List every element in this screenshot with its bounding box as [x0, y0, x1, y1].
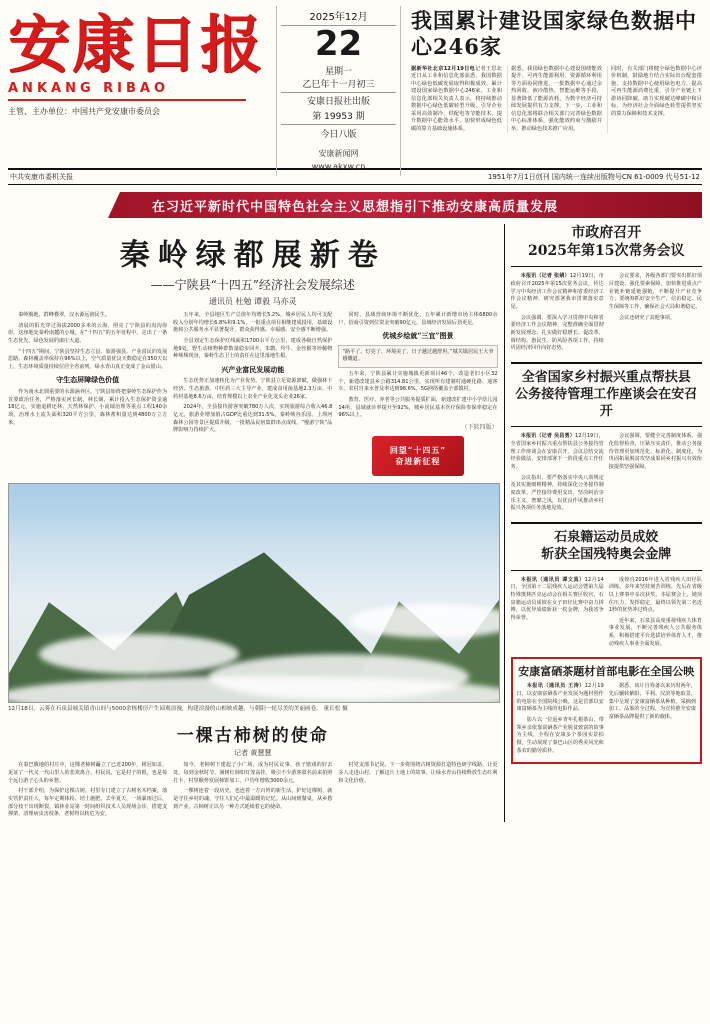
story-a-title-1: 市政府召开 [571, 225, 642, 241]
story-b-body [511, 433, 702, 515]
story-a-lead: 本报讯（记者 张婧） [520, 273, 570, 280]
main-s3-p1: “路平了、灯亮了、环境美了，日子越过越舒坦。”城关镇居民王大爷感慨道。 [342, 348, 494, 363]
story2-p1: 在秦巴腹地的村庄中，这棵老柿树矗立了已近200年，树冠如盖，见证了一代又一代山里人的悲欢离合。村民说，它是村子的根，也是每个远行游子心头的乡愁。 [8, 762, 168, 784]
sponsor-line-1: 主管、主办单位：中国共产党安康市委员会 [8, 107, 160, 117]
story-b-lead: 本报讯（记者 吴昌勇） [520, 433, 575, 440]
story2-p3: 如今，老柿树下建起了小广场，成为村民议事、孩子嬉戏的好去处。每到金秋时节，满树红柿如灯笼高挂，吸引不少游客慕名前来拍照打卡，村里顺势发展柿饼加工，户均年增收3000余元。 [173, 762, 333, 784]
story-c-title-2: 斩获全国残特奥会金牌 [541, 546, 672, 562]
theme-banner [8, 192, 702, 218]
photo-block [8, 483, 498, 713]
main-s3-p2: 五年来，宁陕县累计实施城镇更新项目46个，改造老旧小区32个，新建改建县乡公路314.81公里，实现所有建制村通硬化路、通客车。农村自来水普及率达到98.6%，5G网络覆盖全部镇村。 [338, 371, 498, 393]
lead-col-2 [507, 66, 602, 134]
lead-body [411, 66, 702, 134]
banner-text: 在习近平新时代中国特色社会主义思想指引下推动安康高质量发展 [151, 199, 558, 215]
right-column [504, 224, 702, 822]
story-c-p1: 12月14日，全国第十二届残疾人运动会暨第九届特殊奥林匹克运动会在相关赛区收官，石泉籍运动员成姣在女子田径比赛中奋力拼搏，以优异成绩斩获一枚金牌，为我省争得荣誉。 [510, 576, 604, 621]
publish-lunar-date: 乙巳年十一月初三 [281, 77, 396, 93]
stamp-line-2: 奋进新征程 [395, 455, 441, 466]
main-section-heading-3: 优城乡绘就“三宜”图景 [382, 331, 454, 341]
story-c-col-2 [609, 577, 702, 652]
story-d-body [517, 683, 696, 758]
main-p-2: 清晨的阳光穿过海拔2000多米的云海，照亮了宁陕县的沟沟峁峁。这座地处秦岭南麓的小城，在“十四五”的五年征程中，走出了一条生态优先、绿色发展的康庄大道。 [8, 322, 168, 344]
main-pullquote [338, 345, 497, 368]
divider-1 [511, 266, 702, 267]
website-url[interactable]: www.akxw.cn [311, 161, 366, 171]
story-c-col-1 [511, 577, 604, 652]
masthead [8, 6, 702, 171]
story-d-p3: 据悉，该片自筹备以来历时两年，先后辗转紫阳、平利、汉滨等地取景，集中呈现了安康富硒茶从种植、采摘到加工、品鉴的全过程，为宣传推介安康富硒茶品牌提供了新的载体。 [608, 683, 696, 720]
story2-byline: 记者 黄慧慧 [234, 749, 272, 758]
main-s2-p3: 同时，县域营商环境不断优化，五年累计新增市场主体6800余户，招商引资到位资金突破90亿元，县域经济发展后劲更足。 [338, 312, 498, 326]
story-b-p3: 会议强调，要健全完善制度体系，强化监督检查，压紧压实责任，推动公务接待管理更加规范化、标准化、制度化，为巩固拓展脱贫攻坚成果同乡村振兴有效衔接提供坚强保障。 [608, 433, 702, 471]
lead-col-3 [607, 66, 702, 134]
photo-sky [9, 484, 499, 544]
main-story-title: 秦岭绿都展新卷 [119, 238, 386, 273]
story-b-title-2: 公务接待管理工作座谈会在安召开 [515, 386, 698, 419]
photo-cloud-4 [349, 604, 500, 638]
story-d-title: 安康富硒茶题材首部电影在全国公映 [518, 665, 695, 679]
lead-headline: 我国累计建设国家绿色数据中心246家 [411, 8, 697, 60]
story-d-col-1 [517, 683, 604, 758]
lead-dateline: 据新华社北京12月19日电 [411, 65, 475, 72]
story-b-col-2 [609, 433, 702, 515]
main-col-1 [8, 312, 167, 476]
left-column [8, 224, 498, 822]
main-s2-p2: 2024年，全县接待游客突破780万人次，实现旅游综合收入46.8亿元，旅游业增加值占GDP比重达到31.5%。秦岭峡谷乐园、上坝河森林公园等景区提质升级，一批精品民宿集群串点成线，“慢游宁陕”品牌影响力持续扩大。 [173, 404, 333, 434]
masthead-left [8, 6, 270, 118]
main-p-1: 秦岭腹地，群峰叠翠，汉水源远润民生。 [18, 312, 110, 318]
story-a-p3: 会议要求，各级各部门要突出抓好项目建设，强化要素保障，加快推进重点产业链补链延链强链，不断提升产业竞争力；要统筹抓好安全生产、信访稳定、民生保障等工作，确保社会大局和谐稳定。 [608, 273, 702, 310]
website-name: 安康新闻网 [318, 149, 359, 159]
main-p-4: 五年来，全县地区生产总值年均增长5.2%，城乡居民人均可支配收入分别年均增长6.8%和9.1%，一批重点项目相继建成投用，基础设施和公共服务水平显著提升，群众获得感、幸福感、安全感不断增强。 [173, 312, 333, 334]
divider-2 [511, 362, 702, 364]
main-col-2 [173, 312, 332, 476]
story-c-p2: 成姣自2016年进入省残疾人田径队训练，多年来坚持刻苦训练，先后在省级以上赛事中多次获奖。本届赛会上，她顶住压力，发挥稳定，最终以领先第二名近1秒的优势冲过终点。 [608, 576, 702, 614]
stamp-line-1: 回望“十四五” [389, 445, 447, 456]
main-col-3 [338, 312, 497, 476]
main-section-heading-2: 兴产业富民发展动能 [221, 364, 285, 374]
newspaper-logo: 安康日报 [8, 8, 265, 81]
page-count: 今日八版 [281, 124, 396, 140]
story-d-p1: 12月19日，以安康富硒茶产业发展为题材创作的电影在全国院线公映，这是首部以安康富硒茶为主线的电影作品。 [516, 683, 604, 713]
main-p-3: “十四五”期间，宁陕县坚持生态立县、旅游强县、产业富民的发展思路，森林覆盖率保持在96%以上，空气质量优良天数稳定在350天以上，生态环境质量持续位居全省前列，绿水青山真正变成了金山银山。 [8, 348, 168, 370]
story-c-lead: 本报讯（通讯员 谭文真） [520, 576, 585, 583]
main-s2-p1: 生态优势正加速转化为产业优势。宁陕县立足资源禀赋，做强林下经济、生态旅游、中医药三大主导产业，建成食用菌基地2.3万亩、中药材基地8.6万亩，培育规模以上农业产业化龙头企业26家。 [173, 378, 333, 400]
story2-col-1 [8, 762, 167, 821]
story-c-body [511, 577, 702, 652]
story2-body [8, 762, 498, 821]
publish-day: 22 [314, 24, 363, 64]
story-a-col-2 [609, 273, 702, 355]
divider-5 [511, 570, 702, 571]
story-d-lead: 本报讯（通讯员 王涛） [526, 683, 585, 690]
story2-title: 一棵古柿树的使命 [176, 726, 329, 747]
story-b-p2: 会议指出，要严格落实中央八项规定及其实施细则精神，持续深化公务接待制度改革，严控接待费用支出，坚决纠治享乐主义、奢靡之风，以优良作风推动乡村振兴各项任务落地见效。 [510, 474, 604, 512]
divider-3 [511, 426, 702, 427]
lead-col-1 [411, 66, 502, 134]
story-a-title-2: 2025年第15次常务会议 [528, 243, 685, 260]
main-section-heading-1: 守生态屏障绿色价值 [56, 375, 120, 385]
story-d-box [511, 657, 702, 764]
main-s1-p1: 作为南水北调重要的水源涵养区，宁陕县始终把秦岭生态保护作为首要政治任务，严格落实河长制、林长制，累计投入生态保护资金逾18亿元，实施退耕还林、天然林保护、小流域治理等重点工程140余项，治理水土流失面积320平方公里，森林蓄积量达到4800万立方米。 [8, 388, 168, 426]
masthead-lead-story [407, 6, 702, 133]
main-story-subtitle: ——宁陕县“十四五”经济社会发展综述 [150, 278, 355, 292]
news-photo [8, 483, 500, 703]
photo-cloud-1 [39, 634, 239, 674]
page-body [8, 224, 702, 822]
main-s3-p3: 教育、医疗、养老等公共服务提质扩面，新建改扩建中小学幼儿园14所，县域就诊率提升至92%，城乡居民基本医疗保险参保率稳定在96%以上。 [338, 396, 498, 419]
story-d-p2: 影片以一位返乡青年扎根茶山、带领乡亲依靠富硒茶产业脱贫致富的故事为主线，全程在安康多个茶园实景拍摄，生动展现了秦巴山区的秀美风光和茶农的勤劳质朴。 [516, 716, 604, 754]
story-c-p3: 近年来，石泉县高度重视残疾人体育事业发展，不断完善残疾人公共服务体系，积极搭建平台选拔培养体育人才，推动残疾人事业全面发展。 [608, 617, 702, 647]
newspaper-logo-pinyin: ANKANG RIBAO [8, 81, 246, 101]
story-a-body [511, 273, 702, 355]
story-c-title-1: 石泉籍运动员成姣 [554, 529, 659, 545]
main-story-body [8, 312, 498, 476]
masthead-footer-right: 1951年7月1日创刊 国内统一连续出版物号CN 61-0009 代号51-12 [487, 173, 700, 181]
masthead-footer-left: 中共安康市委机关报 [10, 173, 73, 181]
story-a-p2: 会议强调，要深入学习贯彻中央和省委经济工作会议精神，完整准确全面贯彻新发展理念，扎实做好稳增长、促改革、调结构、惠民生、防风险各项工作，持续巩固经济回升向好态势。 [510, 314, 604, 352]
story2-p5: 村党支部书记说，下一步将围绕古树资源打造特色研学线路，让更多人走进山村，了解这片土地上的故事，让绿水青山持续释放生态红利和文化价值。 [338, 762, 498, 784]
continue-note: （下转四版） [461, 423, 498, 431]
story-b-title-1: 全省国家乡村振兴重点帮扶县 [521, 369, 691, 385]
publisher-org: 安康日报社出版 [306, 96, 370, 107]
story-d-col-2 [609, 683, 696, 758]
story2-col-3 [338, 762, 497, 821]
story2-p2: 村干部介绍，为保护这棵古树，村里专门建立了古树名木档案，落实管护责任人，每年定期体检、培土施肥。去年夏天，一场暴雨过后，部分枝干出现断裂，镇林业站第一时间组织技术人员现场会诊，搭建支撑架，清理病虫害枝条，老树得以转危为安。 [8, 788, 168, 818]
story2-col-2 [173, 762, 332, 821]
lead-text-1: 记者王思北近日从工业和信息化部获悉，我国数据中心绿色低碳发展取得积极成效，累计建设国家绿色数据中心246家。工业和信息化部相关负责人表示，将持续推动数据中心绿色低碳转型升级，引导企业采用高效制冷、供配电等节能技术，提升数据中心能效水平，加快形成绿色低碳的算力基础设施体系。 [411, 65, 502, 132]
story-a-p1: 12月19日，市政府召开2025年第15次常务会议，传达学习中央经济工作会议精神和省委经济工作会议精神，研究部署我市贯彻落实意见。 [510, 273, 604, 310]
publish-weekday: 星期一 [324, 66, 352, 77]
main-story-byline: 通讯员 杜勉 谭毅 马亦灵 [208, 297, 297, 306]
story-b-col-1 [511, 433, 604, 515]
story-a-col-1 [511, 273, 604, 355]
story-a-p4: 会议还研究了其他事项。 [618, 314, 675, 321]
masthead-dateblock [276, 6, 401, 176]
lead-text-3: 同时，有关部门将健全绿色数据中心评价机制，鼓励地方结合实际出台配套措施，支持数据中心使用绿色电力，提高可再生能源消费比重，引导产业链上下游协同降碳，助力实现碳达峰碳中和目标，为经济社会全面绿色转型提供坚实的算力保障和技术支撑。 [611, 65, 702, 117]
campaign-stamp [372, 436, 464, 476]
divider-4 [511, 522, 702, 524]
publish-month: 2025年12月 [281, 8, 396, 26]
issue-number: 第 19953 期 [312, 112, 365, 123]
lead-text-2: 据悉，我国绿色数据中心建设围绕能效提升、可再生能源利用、资源循环利用等方面协同推进。一批数据中心通过余热回收、液冷散热、智能运维等手段，显著降低了能源消耗，为数字经济可持续发展提供有力支撑。下一步，工业和信息化部将联合相关部门完善绿色数据中心标准体系，强化能效约束与激励并举，推动绿色技术推广应用。 [511, 65, 602, 132]
photo-caption: 12月18日，云雾在石泉县城关镇青山间与5000余栋楼房产生园观浪漫，构建浪漫的山相映成趣，与朝阳一轮尽美的美丽画卷。 董长松 摄 [8, 705, 348, 712]
main-s1-p2: 全县划定生态保护红线面积1700余平方公里，建成各级自然保护地9处，野生动植物种群数量稳步回升，朱鹮、羚牛、金丝猴等珍稀物种频频现身，秦岭生态卫士的责任在这里落地生根。 [173, 337, 333, 360]
story-b-p1: 12月19日，全省国家乡村振兴重点帮扶县公务接待管理工作座谈会在安康召开。会议总结交流经验做法，安排部署下一阶段重点工作任务。 [510, 433, 604, 471]
story2-p4: 一棵树连着一段历史，也连着一方百姓的新生活。护好这棵树，就是守住乡村的魂，守住人们心中最温暖的记忆。从山间到餐桌，从乡愁到产业，古柿树正以另一种方式延续着它的使命。 [173, 788, 333, 810]
